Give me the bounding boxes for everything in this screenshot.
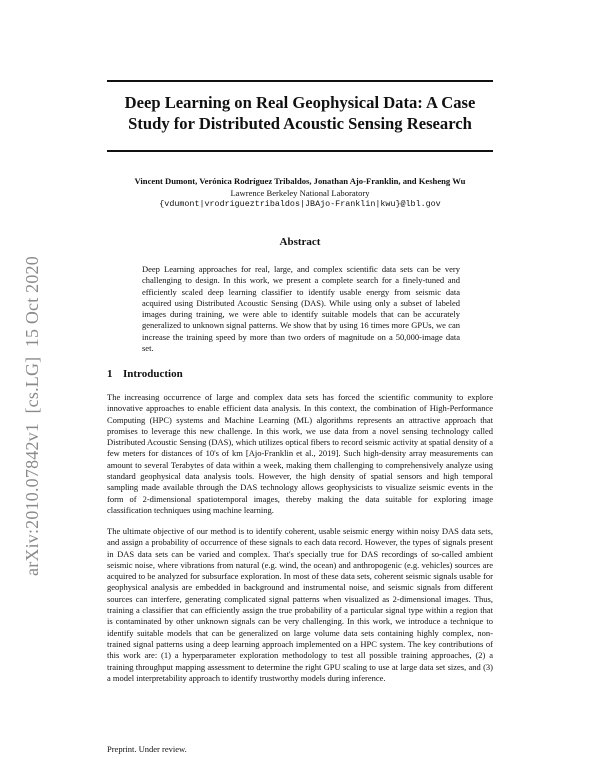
abstract-heading: Abstract (279, 236, 321, 248)
title-line-1: Deep Learning on Real Geophysical Data: A Case (124, 93, 476, 112)
author-names: Vincent Dumont, Verónica Rodríguez Tribaldos, Jonathan Ajo-Franklin, and Kesheng Wu (134, 176, 466, 186)
section-number: 1 (107, 368, 113, 380)
title-bottom-rule (107, 150, 493, 152)
affiliation: Lawrence Berkeley National Laboratory (230, 187, 370, 198)
paper-title (100, 92, 500, 134)
section-heading-introduction (107, 368, 183, 380)
author-emails: {vdumont|vrodrigueztribaldos|JBAjo-Franklin|kwu}@lbl.gov (159, 199, 441, 209)
section-title: Introduction (123, 368, 183, 380)
title-top-rule (107, 80, 493, 82)
arxiv-stamp: arXiv:2010.07842v1 [cs.LG] 15 Oct 2020 (22, 256, 42, 576)
intro-paragraph-1: The increasing occurrence of large and complex data sets has forced the scientific community to explore innovative approaches to enable efficient data analysis. In this context, the combination of High-Performance Computing (HPC) systems and Machine Learning (ML) algorithms represents an attractive approach that promises to leverage this new challenge. In this work, we use data from a novel sensing technology called Distributed Acoustic Sensing (DAS), which utilizes optical fibers to record seismic activity at spatial density of a few meters for distances of 10's of km [Ajo-Franklin et al., 2019]. Such high-density array measurements can amount to several Terabytes of data within a week, making them challenging to comprehensively analyze using standard geophysical data analysis tools. However, the high density of spatial sensors and high temporal sampling made available through the DAS technology allows geophysicists to visualize seismic events in the form of 2-dimensional spatiotemporal images, thereby making the data suitable for exploring image classification techniques using machine learning. (107, 392, 493, 515)
abstract-text: Deep Learning approaches for real, large, and complex scientific data sets can be very challenging to design. In this work, we present a complete search for a finely-tuned and efficiently scaled deep learning classifier to identify usable energy from seismic data acquired using Distributed Acoustic Sensing (DAS). While using only a subset of labeled images during training, we were able to identify suitable models that can be accurately generalized to unknown signal patterns. We show that by using 16 times more GPUs, we can increase the training speed by more than two orders of magnitude on a 50,000-image data set. (142, 264, 460, 354)
intro-paragraph-2: The ultimate objective of our method is to identify coherent, usable seismic energy within noisy DAS data sets, and assign a probability of occurrence of these signals to each data record. However, the types of signals present in DAS data sets can be varied and complex. That's specially true for DAS recordings of so-called ambient seismic noise, where vibrations from natural (e.g. wind, the ocean) and anthropogenic (e.g. vehicles) sources are acquired to be analyzed for subsurface exploration. In most of these data sets, coherent seismic signals usable for geophysical analysis are embedded in background and instrumental noise, and seismic signals from different sources can interfere, generating complicated signal patterns when visualized as 2-dimensional images. Thus, training a classifier that can efficiently assign the true probability of a particular signal type within a region that is contaminated by other unknown signals can be very challenging. In this work, we introduce a technique to identify suitable models that can be generalized on large volume data sets containing highly complex, non-trained signal patterns using a deep learning approach implemented on a HPC system. The key contributions of this work are: (1) a hyperparameter exploration methodology to test all possible training approaches, (2) a training throughput mapping assessment to determine the right GPU scaling to use at large data set sizes, and (3) a model interpretability approach to identify trustworthy models during inference. (107, 526, 493, 683)
author-block (100, 176, 500, 211)
preprint-footer: Preprint. Under review. (107, 744, 187, 754)
title-line-2: Study for Distributed Acoustic Sensing Research (128, 114, 472, 133)
